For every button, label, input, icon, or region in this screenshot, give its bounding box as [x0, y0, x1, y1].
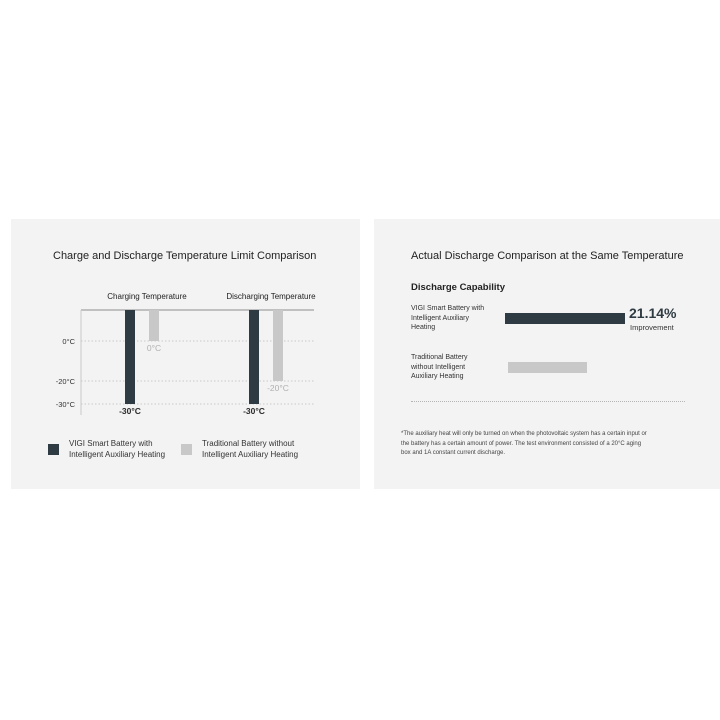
legend-label-vigi — [69, 438, 165, 460]
chart-title: Charge and Discharge Temperature Limit Comparison — [53, 250, 317, 262]
category-label: Charging Temperature — [107, 292, 187, 301]
data-label: 0°C — [146, 343, 162, 353]
improvement-value: 21.14% — [629, 305, 677, 321]
bar-label-traditional — [411, 353, 468, 382]
improvement-label: Improvement — [630, 323, 674, 332]
bar-label-vigi — [411, 304, 484, 333]
bar-label-line: Auxiliary Heating — [411, 373, 464, 380]
temperature-limit-card — [11, 219, 360, 489]
footnote — [401, 430, 647, 459]
bar-label-line: Traditional Battery — [411, 354, 468, 361]
bar-label-line: VIGI Smart Battery with — [411, 305, 485, 312]
legend-label-traditional — [202, 438, 298, 460]
data-label: -30°C — [119, 406, 141, 416]
legend-swatch-vigi — [48, 444, 59, 455]
y-tick-label: -20°C — [55, 377, 75, 386]
divider — [411, 401, 685, 402]
legend-label-line: VIGI Smart Battery with — [69, 439, 153, 448]
data-label: -20°C — [267, 383, 289, 393]
chart-title: Actual Discharge Comparison at the Same Temperature — [411, 250, 684, 262]
bar-traditional — [273, 310, 283, 381]
discharge-comparison-card — [374, 219, 720, 489]
data-label: -30°C — [243, 406, 265, 416]
bar-label-line: Intelligent Auxiliary — [411, 314, 469, 322]
y-tick-label: 0°C — [62, 337, 75, 346]
legend-label-line: Intelligent Auxiliary Heating — [202, 450, 299, 459]
footnote-line: the battery has a certain amount of power. The test environment consisted of a 20°C aging — [401, 440, 642, 447]
chart-subtitle: Discharge Capability — [411, 282, 505, 293]
bar-label-line: Heating — [411, 324, 436, 331]
category-label: Discharging Temperature — [226, 292, 316, 301]
bar-vigi — [505, 313, 625, 324]
bar-label-line: without Intelligent — [411, 363, 466, 371]
bar-traditional — [149, 310, 159, 341]
bar-traditional — [508, 362, 587, 373]
bar-vigi — [249, 310, 259, 404]
bar-vigi — [125, 310, 135, 404]
footnote-line: box and 1A constant current discharge. — [401, 450, 506, 456]
legend-label-line: Traditional Battery without — [202, 439, 295, 448]
legend-swatch-traditional — [181, 444, 192, 455]
footnote-line: *The auxiliary heat will only be turned on when the photovoltaic system has a certain input or — [401, 431, 647, 437]
y-tick-label: -30°C — [55, 400, 75, 409]
legend-label-line: Intelligent Auxiliary Heating — [69, 450, 166, 459]
